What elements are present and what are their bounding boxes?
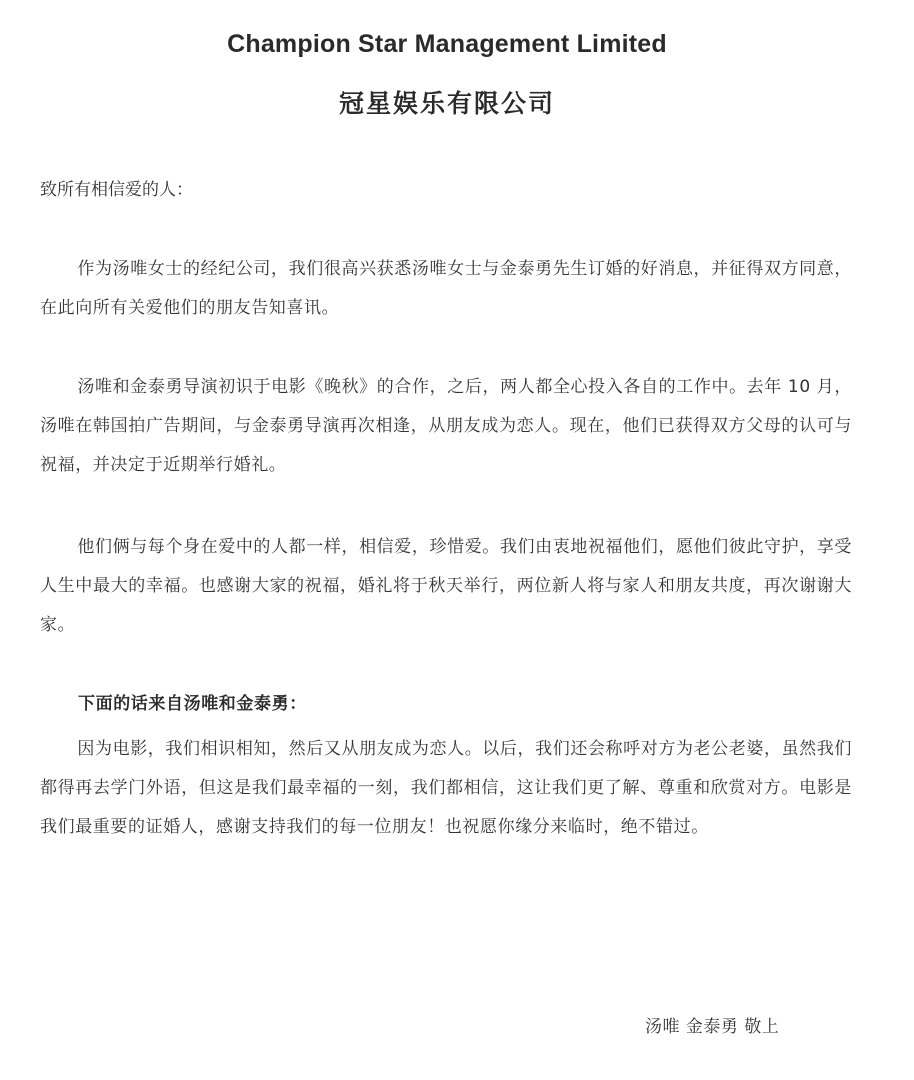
paragraph-blessings: 他们俩与每个身在爱中的人都一样，相信爱，珍惜爱。我们由衷地祝福他们，愿他们彼此守护，享受人生中最大的幸福。也感谢大家的祝福，婚礼将于秋天举行，两位新人将与家人和朋友共度，再次谢谢大家。 bbox=[40, 537, 852, 635]
salutation: 致所有相信爱的人： bbox=[40, 180, 193, 200]
company-name-chinese: 冠星娱乐有限公司 bbox=[338, 89, 555, 118]
signature: 汤唯 金泰勇 敬上 bbox=[645, 1017, 780, 1037]
paragraph-how-they-met: 汤唯和金泰勇导演初识于电影《晚秋》的合作，之后，两人都全心投入各自的工作中。去年 10 月，汤唯在韩国拍广告期间，与金泰勇导演再次相逢，从朋友成为恋人。现在，他们已获得双方父母的认可与祝福，并决定于近期举行婚礼。 bbox=[40, 377, 852, 475]
company-name-english: Champion Star Management Limited bbox=[227, 30, 667, 58]
paragraph-couple-quote: 因为电影，我们相识相知，然后又从朋友成为恋人。以后，我们还会称呼对方为老公老婆，虽然我们都得再去学门外语，但这是我们最幸福的一刻，我们都相信，这让我们更了解、尊重和欣赏对方。电影是我们最重要的证婚人，感谢支持我们的每一位朋友！也祝愿你缘分来临时，绝不错过。 bbox=[40, 739, 852, 837]
paragraph-engagement-announcement: 作为汤唯女士的经纪公司，我们很高兴获悉汤唯女士与金泰勇先生订婚的好消息，并征得双方同意，在此向所有关爱他们的朋友告知喜讯。 bbox=[40, 259, 852, 318]
quote-heading: 下面的话来自汤唯和金泰勇： bbox=[78, 694, 307, 714]
